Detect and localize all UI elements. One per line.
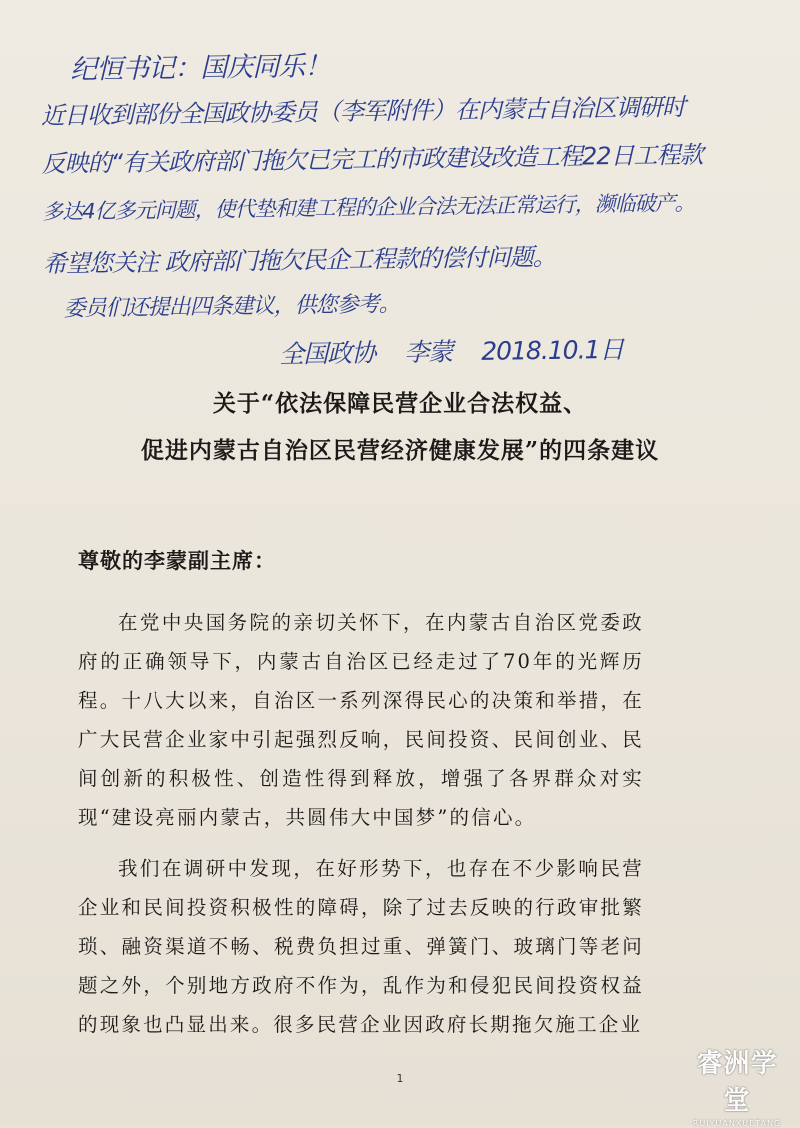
watermark-title: 睿洲学堂 bbox=[696, 1049, 778, 1116]
signature-org: 全国政协 bbox=[279, 338, 376, 369]
handwritten-note bbox=[40, 38, 780, 369]
handwritten-line: 反映的“有关政府部门拖欠已完工的市政建设改造工程22日工程款 bbox=[41, 140, 703, 178]
page-number: 1 bbox=[396, 1072, 404, 1085]
signature-date: 2018.10.1日 bbox=[481, 334, 624, 366]
salutation: 尊敬的李蒙副主席： bbox=[78, 548, 276, 573]
body-paragraph: 我们在调研中发现，在好形势下，也存在不少影响民营企业和民间投资积极性的障碍，除了过去反映的行政审批繁琐、融资渠道不畅、税费负担过重、弹簧门、玻璃门等老问题之外，个别地方政府不作为，乱作为和侵犯民间投资权益的现象也凸显出来。很多民营企业因政府长期拖欠施工企业 bbox=[78, 857, 644, 1036]
handwritten-line: 希望您关注 政府部门拖欠民企工程款的偿付问题。 bbox=[42, 242, 556, 278]
handwritten-line: 近日收到部份全国政协委员（李军附件）在内蒙古自治区调研时 bbox=[40, 93, 686, 130]
handwritten-line: 多达4亿多元问题，使代垫和建工程的企业合法无法正常运行，濒临破产。 bbox=[42, 190, 695, 224]
handwritten-line: 委员们还提出四条建议，供您参考。 bbox=[63, 292, 400, 322]
document-title-line-1: 关于“依法保障民营企业合法权益、 bbox=[212, 390, 588, 417]
handwritten-signature bbox=[279, 330, 646, 371]
document-title-line-2: 促进内蒙古自治区民营经济健康发展”的四条建议 bbox=[140, 437, 660, 464]
watermark-subtitle: RUIYUANXUETANG bbox=[692, 1119, 782, 1128]
signature-name: 李蒙 bbox=[404, 337, 453, 367]
handwritten-line: 纪恒书记：国庆同乐！ bbox=[70, 50, 331, 86]
watermark-logo bbox=[692, 1043, 782, 1128]
body-paragraph: 在党中央国务院的亲切关怀下，在内蒙古自治区党委政府的正确领导下，内蒙古自治区已经走过了70年的光辉历程。十八大以来，自治区一系列深得民心的决策和举措，在广大民营企业家中引起强烈反响，民间投资、民间创业、民间创新的积极性、创造性得到释放，增强了各界群众对实现“建设亮丽内蒙古，共圆伟大中国梦”的信心。 bbox=[78, 611, 644, 829]
